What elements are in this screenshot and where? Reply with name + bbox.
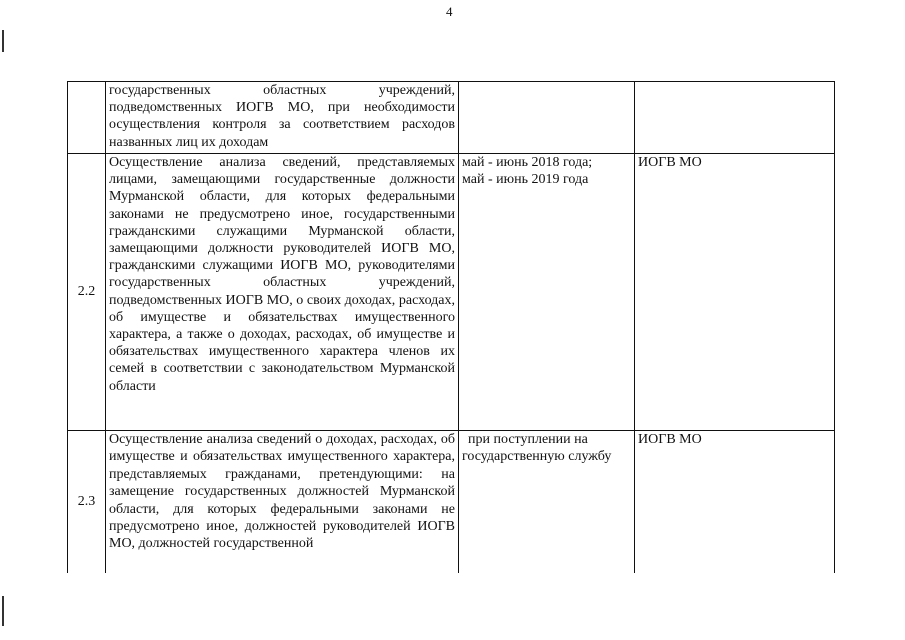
- table-row: [68, 154, 835, 431]
- executor-cell: [635, 82, 835, 154]
- row-number-cell: [68, 82, 106, 154]
- measure-text-cell: Осуществление анализа сведений о доходах, расходах, об имуществе и обязательствах имущественного характера, представляемых гражданами, претендующими: на замещение государственных должностей Мурманской области, для которых федеральными законами не предусмотрено иное, должностей руководителей ИОГВ МО, должностей государственной: [106, 431, 459, 574]
- scan-edge-mark: [2, 30, 4, 52]
- measures-table: [67, 81, 835, 573]
- term-line: май - июнь 2018 года;: [462, 155, 593, 170]
- term-line: государственную службу: [462, 449, 612, 465]
- row-number-cell: 2.2: [68, 154, 106, 431]
- page-number: 4: [446, 4, 453, 19]
- measure-text-cell: Осуществление анализа сведений, представляемых лицами, замещающими государственные должности Мурманской области, для которых федеральными законами не предусмотрено иное, государственными гражданскими служащими Мурманской области, замещающими должности руководителей ИОГВ МО, гражданскими служащими ИОГВ МО, руководителями государственных областных учреждений, подведомственных ИОГВ МО, о своих доходах, расходах, об имуществе и обязательствах имущественного характера, а также о доходах, расходах, об имуществе и обязательствах имущественного характера членов их семей в соответствии с законодательством Мурманской области: [106, 154, 459, 431]
- term-cell: [459, 154, 635, 431]
- row-number-cell: 2.3: [68, 431, 106, 574]
- measure-text-cell: государственных областных учреждений, подведомственных ИОГВ МО, при необходимости осуществления контроля за соответствием расходов названных лиц их доходам: [106, 82, 459, 154]
- term-cell: [459, 82, 635, 154]
- term-cell: [459, 431, 635, 574]
- table-row: [68, 82, 835, 154]
- term-line: при поступлении на: [468, 432, 588, 447]
- table-row: [68, 431, 835, 574]
- scan-edge-mark: [2, 596, 4, 626]
- executor-cell: ИОГВ МО: [635, 154, 835, 431]
- executor-cell: ИОГВ МО: [635, 431, 835, 574]
- term-line: май - июнь 2019 года: [462, 172, 589, 188]
